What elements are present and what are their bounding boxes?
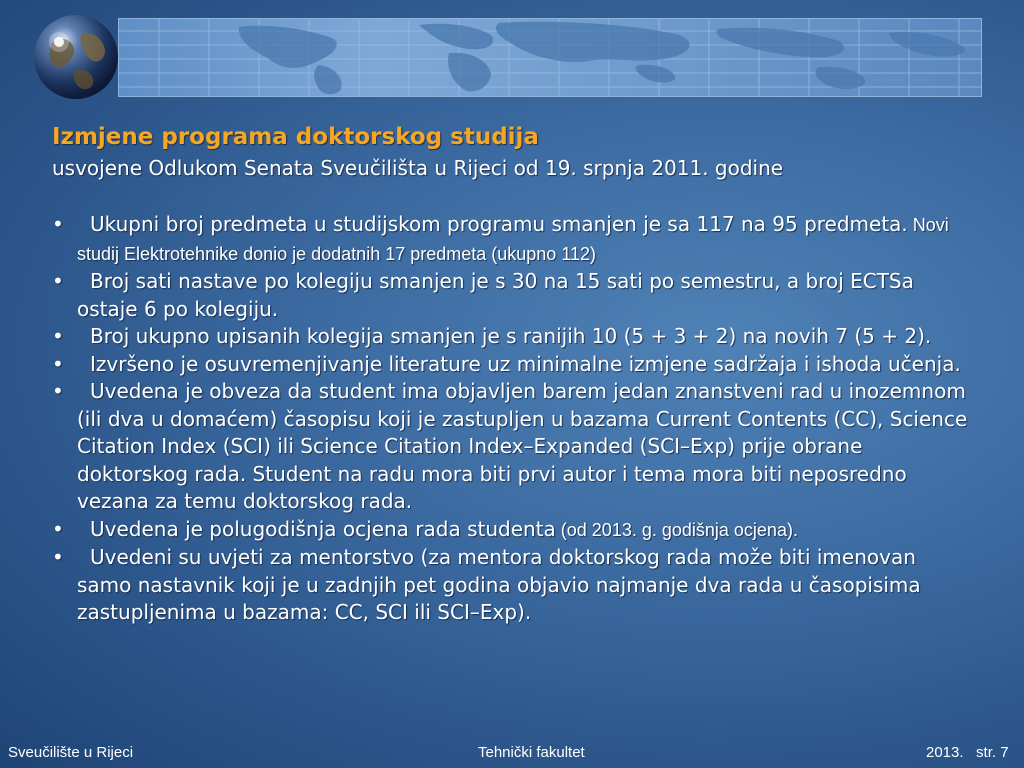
footer-page-number: 2013. str. 7 <box>926 744 1009 761</box>
bullet-note: Novi studij Elektrotehnike donio je dodatnih 17 predmeta (ukupno 112) <box>77 215 949 264</box>
bullet-text: Ukupni broj predmeta u studijskom programu smanjen je sa 117 na 95 predmeta. <box>90 212 908 236</box>
bullet-list <box>52 211 972 627</box>
list-item <box>52 211 972 268</box>
slide-title: Izmjene programa doktorskog studija <box>52 124 539 150</box>
bullet-text: Izvršeno je osuvremenjivanje literature uz minimalne izmjene sadržaja i ishoda učenja. <box>90 351 961 376</box>
bullet-dot: • <box>52 269 64 293</box>
list-item <box>52 268 972 323</box>
bullet-note: (od 2013. g. godišnja ocjena). <box>555 519 798 540</box>
bullet-text: Broj sati nastave po kolegiju smanjen je s 30 na 15 sati po semestru, a broj ECTSa ostaje 6 po kolegiju. <box>77 269 914 321</box>
bullet-dot: • <box>52 379 64 403</box>
footer-university: Sveučilište u Rijeci <box>8 744 134 761</box>
bullet-text: Uvedena je obveza da student ima objavljen barem jedan znanstveni rad u inozemnom (ili dva u domaćem) časopisu koji je zastupljen u bazama Current Contents (CC), Science Citation Index (SCI) ili Science Citation Index–Expanded (SCI–Exp) prije obrane doktorskog rada. Student na radu mora biti prvi autor i tema mora biti neposredno vezana za temu doktorskog rada. <box>77 379 968 513</box>
globe-icon <box>33 14 119 100</box>
bullet-dot: • <box>52 545 64 569</box>
bullet-text: Uvedena je polugodišnja ocjena rada studenta <box>90 516 556 541</box>
bullet-dot: • <box>52 516 64 541</box>
bullet-dot: • <box>52 212 64 236</box>
bullet-text: Uvedeni su uvjeti za mentorstvo (za mentora doktorskog rada može biti imenovan samo nastavnik koji je u zadnjih pet godina objavio najmanje dva rada u časopisima zastupljenima u bazama: CC, SCI ili SCI–Exp). <box>77 545 921 624</box>
bullet-dot: • <box>52 324 64 348</box>
bullet-dot: • <box>52 351 64 376</box>
bullet-text: Broj ukupno upisanih kolegija smanjen je s ranijih 10 (5 + 3 + 2) na novih 7 (5 + 2). <box>90 324 932 348</box>
list-item <box>52 516 972 545</box>
footer-faculty: Tehnički fakultet <box>478 744 585 761</box>
list-item <box>52 544 972 627</box>
list-item <box>52 351 972 379</box>
list-item <box>52 378 972 516</box>
world-map-graphic <box>119 19 981 96</box>
slide-subtitle: usvojene Odlukom Senata Sveučilišta u Rijeci od 19. srpnja 2011. godine <box>52 156 784 180</box>
list-item <box>52 323 972 351</box>
world-map-banner <box>118 18 982 97</box>
